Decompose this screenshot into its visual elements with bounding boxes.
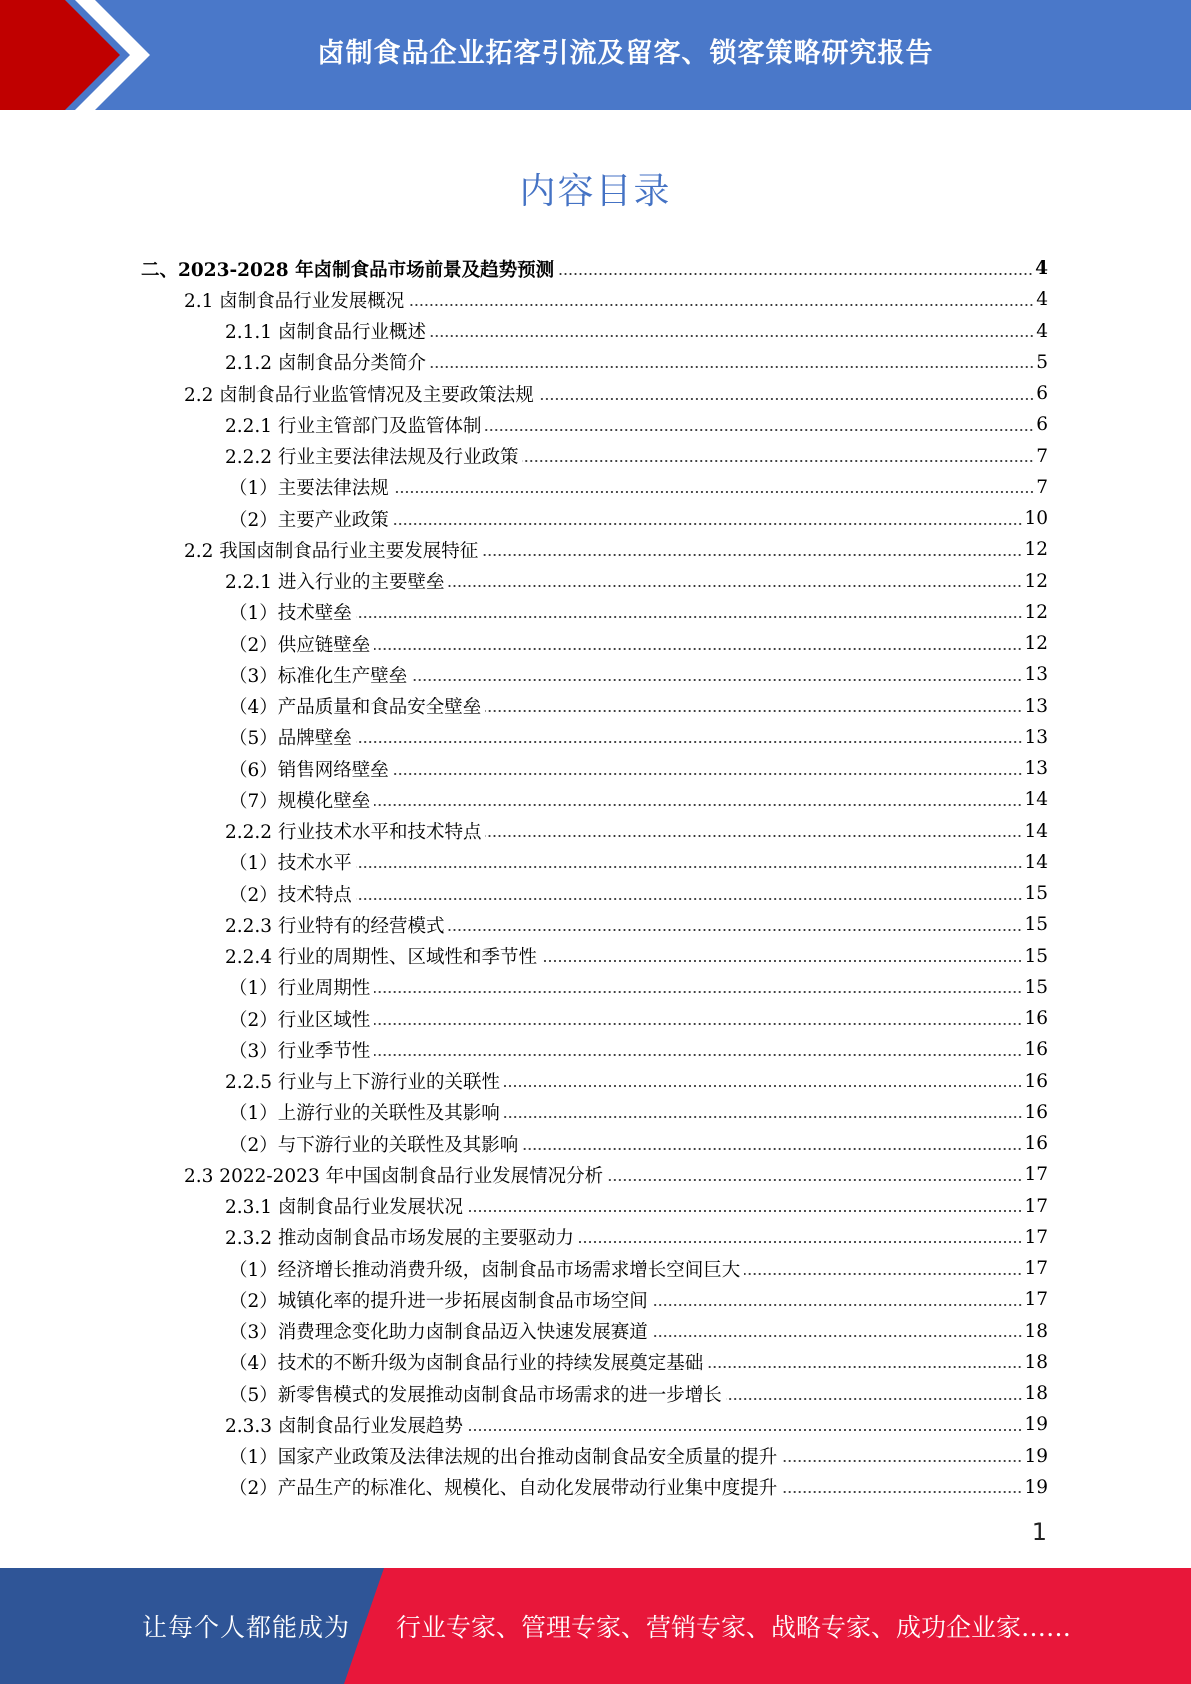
toc-entry[interactable] — [0, 878, 1191, 909]
toc-entry-page: 16 — [1024, 1070, 1048, 1092]
toc-entry-page: 7 — [1036, 476, 1048, 498]
toc-entry-page: 15 — [1024, 945, 1048, 967]
page-header — [0, 0, 1191, 110]
toc-entry-label: 2.1.2 卤制食品分类简介 — [225, 353, 426, 375]
dot-leader — [781, 1460, 1022, 1462]
toc-entry-page: 16 — [1024, 1008, 1048, 1030]
toc-entry-page: 15 — [1024, 883, 1048, 905]
toc-entry-page: 12 — [1024, 601, 1048, 623]
toc-entry-page: 4 — [1035, 258, 1048, 280]
dot-leader — [485, 429, 1034, 431]
toc-entry-label: 2.2.4 行业的周期性、区域性和季节性 — [225, 947, 537, 969]
toc-entry-label: 2.3.1 卤制食品行业发展状况 — [225, 1197, 463, 1219]
toc-entry[interactable] — [0, 1128, 1191, 1159]
toc-entry-label: （1）技术水平 — [229, 853, 352, 875]
toc-entry[interactable] — [0, 753, 1191, 784]
toc-entry-label: 2.2 我国卤制食品行业主要发展特征 — [184, 540, 479, 562]
toc-entry[interactable] — [0, 816, 1191, 847]
toc-entry[interactable] — [0, 972, 1191, 1003]
footer-slogan-left: 让每个人都能成为 — [142, 1613, 351, 1642]
toc-entry-page: 4 — [1036, 320, 1048, 342]
toc-entry-page: 15 — [1024, 914, 1048, 936]
toc-entry-page: 19 — [1024, 1476, 1048, 1498]
toc-entry-label: （5）新零售模式的发展推动卤制食品市场需求的进一步增长 — [229, 1384, 722, 1406]
dot-leader — [374, 991, 1022, 993]
dot-leader — [374, 1023, 1022, 1025]
toc-entry[interactable] — [0, 1472, 1191, 1503]
toc-entry-page: 17 — [1024, 1226, 1048, 1248]
toc-entry-page: 16 — [1024, 1133, 1048, 1155]
toc-entry[interactable] — [0, 1159, 1191, 1190]
dot-leader — [356, 898, 1023, 900]
dot-leader — [393, 491, 1034, 493]
dot-leader — [485, 710, 1022, 712]
toc-entry[interactable] — [0, 1316, 1191, 1347]
toc-entry-page: 10 — [1024, 508, 1048, 530]
toc-entry-label: （4）技术的不断升级为卤制食品行业的持续发展奠定基础 — [229, 1353, 704, 1375]
toc-entry-page: 16 — [1024, 1101, 1048, 1123]
toc-entry-page: 17 — [1024, 1195, 1048, 1217]
toc-entry-page: 7 — [1036, 445, 1048, 467]
toc-entry-label: （2）城镇化率的提升进一步拓展卤制食品市场空间 — [229, 1290, 648, 1312]
toc-entry[interactable] — [0, 378, 1191, 409]
dot-leader — [408, 304, 1034, 306]
dot-leader — [448, 585, 1022, 587]
toc-heading: 内容目录 — [519, 171, 672, 212]
toc-entry[interactable] — [0, 1378, 1191, 1409]
toc-entry[interactable] — [0, 503, 1191, 534]
toc-entry-label: （2）技术特点 — [229, 884, 352, 906]
toc-entry-label: （1）技术壁垒 — [229, 603, 352, 625]
dot-leader — [485, 835, 1022, 837]
table-of-contents — [0, 253, 1191, 1503]
toc-entry-label: 2.2.1 行业主管部门及监管体制 — [225, 415, 482, 437]
dot-leader — [726, 1398, 1023, 1400]
dot-leader — [522, 460, 1034, 462]
dot-leader — [707, 1366, 1022, 1368]
dot-leader — [744, 1273, 1022, 1275]
toc-entry[interactable] — [0, 316, 1191, 347]
dot-leader — [482, 554, 1022, 556]
toc-entry-label: （1）行业周期性 — [229, 978, 371, 1000]
toc-entry-page: 16 — [1024, 1039, 1048, 1061]
dot-leader — [578, 1241, 1022, 1243]
toc-entry-label: （3）标准化生产壁垒 — [229, 665, 408, 687]
toc-entry-page: 18 — [1024, 1383, 1048, 1405]
toc-entry[interactable] — [0, 1003, 1191, 1034]
toc-entry[interactable] — [0, 597, 1191, 628]
toc-entry-label: （2）产品生产的标准化、规模化、自动化发展带动行业集中度提升 — [229, 1478, 778, 1500]
toc-entry-page: 4 — [1036, 289, 1048, 311]
toc-entry[interactable] — [0, 1034, 1191, 1065]
toc-entry[interactable] — [0, 1222, 1191, 1253]
toc-entry-label: （2）主要产业政策 — [229, 509, 389, 531]
toc-entry[interactable] — [0, 1097, 1191, 1128]
toc-entry-label: （4）产品质量和食品安全壁垒 — [229, 697, 482, 719]
toc-entry[interactable] — [0, 1284, 1191, 1315]
toc-entry-label: 二、2023-2028 年卤制食品市场前景及趋势预测 — [141, 259, 555, 281]
toc-entry-page: 17 — [1024, 1164, 1048, 1186]
toc-entry-page: 12 — [1024, 539, 1048, 561]
toc-entry-label: （5）品牌壁垒 — [229, 728, 352, 750]
toc-entry-label: 2.3.2 推动卤制食品市场发展的主要驱动力 — [225, 1228, 574, 1250]
toc-entry-page: 17 — [1024, 1258, 1048, 1280]
toc-entry-label: 2.2.1 进入行业的主要壁垒 — [225, 572, 445, 594]
toc-entry-label: 2.2 卤制食品行业监管情况及主要政策法规 — [184, 384, 534, 406]
toc-entry-label: （3）消费理念变化助力卤制食品迈入快速发展赛道 — [229, 1322, 648, 1344]
toc-entry-label: 2.1.1 卤制食品行业概述 — [225, 322, 426, 344]
dot-leader — [374, 1054, 1022, 1056]
toc-entry-page: 13 — [1024, 664, 1048, 686]
toc-entry[interactable] — [0, 1409, 1191, 1440]
toc-entry-page: 15 — [1024, 976, 1048, 998]
toc-entry[interactable] — [0, 1441, 1191, 1472]
dot-leader — [607, 1179, 1022, 1181]
toc-entry-label: 2.2.5 行业与上下游行业的关联性 — [225, 1072, 500, 1094]
page-footer — [0, 1568, 1191, 1684]
toc-entry[interactable] — [0, 847, 1191, 878]
toc-entry[interactable] — [0, 691, 1191, 722]
toc-entry-page: 18 — [1024, 1320, 1048, 1342]
toc-entry[interactable] — [0, 347, 1191, 378]
toc-entry-label: （2）行业区域性 — [229, 1009, 371, 1031]
dot-leader — [430, 366, 1034, 368]
toc-entry[interactable] — [0, 534, 1191, 565]
toc-entry[interactable] — [0, 284, 1191, 315]
dot-leader — [467, 1429, 1022, 1431]
toc-entry[interactable] — [0, 1066, 1191, 1097]
dot-leader — [430, 335, 1034, 337]
toc-entry-page: 19 — [1024, 1414, 1048, 1436]
toc-entry-page: 6 — [1036, 383, 1048, 405]
toc-entry-label: 2.1 卤制食品行业发展概况 — [184, 290, 405, 312]
toc-entry[interactable] — [0, 941, 1191, 972]
toc-entry-label: （2）供应链壁垒 — [229, 634, 371, 656]
report-title: 卤制食品企业拓客引流及留客、锁客策略研究报告 — [317, 37, 934, 69]
toc-entry-page: 13 — [1024, 726, 1048, 748]
toc-entry[interactable] — [0, 409, 1191, 440]
toc-entry-page: 14 — [1024, 820, 1048, 842]
toc-entry[interactable] — [0, 1347, 1191, 1378]
page-number: 1 — [1031, 1518, 1047, 1546]
toc-entry-label: 2.2.2 行业主要法律法规及行业政策 — [225, 447, 519, 469]
dot-leader — [781, 1491, 1022, 1493]
toc-entry-label: 2.2.2 行业技术水平和技术特点 — [225, 822, 482, 844]
toc-entry[interactable] — [0, 472, 1191, 503]
dot-leader — [411, 679, 1022, 681]
toc-entry[interactable] — [0, 628, 1191, 659]
toc-entry-label: （1）主要法律法规 — [229, 478, 389, 500]
toc-entry-page: 5 — [1036, 351, 1048, 373]
toc-entry-page: 18 — [1024, 1351, 1048, 1373]
toc-entry-page: 12 — [1024, 633, 1048, 655]
toc-entry-label: 2.2.3 行业特有的经营模式 — [225, 915, 445, 937]
dot-leader — [504, 1085, 1022, 1087]
toc-entry[interactable] — [0, 253, 1191, 284]
footer-slogan-right: 行业专家、管理专家、营销专家、战略专家、成功企业家…… — [396, 1613, 1072, 1642]
toc-entry[interactable] — [0, 722, 1191, 753]
dot-leader — [652, 1335, 1023, 1337]
toc-entry-label: （1）上游行业的关联性及其影响 — [229, 1103, 500, 1125]
toc-entry-page: 13 — [1024, 695, 1048, 717]
dot-leader — [356, 616, 1023, 618]
toc-entry-label: （2）与下游行业的关联性及其影响 — [229, 1134, 519, 1156]
dot-leader — [467, 1210, 1022, 1212]
toc-entry[interactable] — [0, 441, 1191, 472]
toc-entry-label: （1）国家产业政策及法律法规的出台推动卤制食品安全质量的提升 — [229, 1447, 778, 1469]
toc-entry-label: （3）行业季节性 — [229, 1040, 371, 1062]
toc-entry[interactable] — [0, 1191, 1191, 1222]
toc-entry[interactable] — [0, 909, 1191, 940]
dot-leader — [374, 648, 1022, 650]
toc-entry[interactable] — [0, 1253, 1191, 1284]
dot-leader — [558, 273, 1033, 275]
toc-entry-page: 12 — [1024, 570, 1048, 592]
toc-entry-label: （6）销售网络壁垒 — [229, 759, 389, 781]
dot-leader — [448, 929, 1022, 931]
toc-entry-page: 14 — [1024, 851, 1048, 873]
dot-leader — [652, 1304, 1023, 1306]
dot-leader — [522, 1148, 1022, 1150]
dot-leader — [504, 1116, 1023, 1118]
toc-entry-label: （7）规模化壁垒 — [229, 790, 371, 812]
toc-entry-label: 2.3 2022-2023 年中国卤制食品行业发展情况分析 — [184, 1165, 604, 1187]
toc-entry-page: 14 — [1024, 789, 1048, 811]
dot-leader — [356, 741, 1023, 743]
dot-leader — [374, 804, 1022, 806]
dot-leader — [538, 398, 1034, 400]
toc-entry-page: 13 — [1024, 758, 1048, 780]
toc-entry-page: 6 — [1036, 414, 1048, 436]
toc-entry[interactable] — [0, 659, 1191, 690]
toc-entry-page: 17 — [1024, 1289, 1048, 1311]
dot-leader — [541, 960, 1022, 962]
toc-entry[interactable] — [0, 784, 1191, 815]
toc-entry-label: 2.3.3 卤制食品行业发展趋势 — [225, 1415, 463, 1437]
toc-entry-page: 19 — [1024, 1445, 1048, 1467]
dot-leader — [393, 523, 1023, 525]
toc-entry-label: （1）经济增长推动消费升级，卤制食品市场需求增长空间巨大 — [229, 1259, 741, 1281]
toc-entry[interactable] — [0, 566, 1191, 597]
dot-leader — [393, 773, 1023, 775]
dot-leader — [356, 866, 1023, 868]
